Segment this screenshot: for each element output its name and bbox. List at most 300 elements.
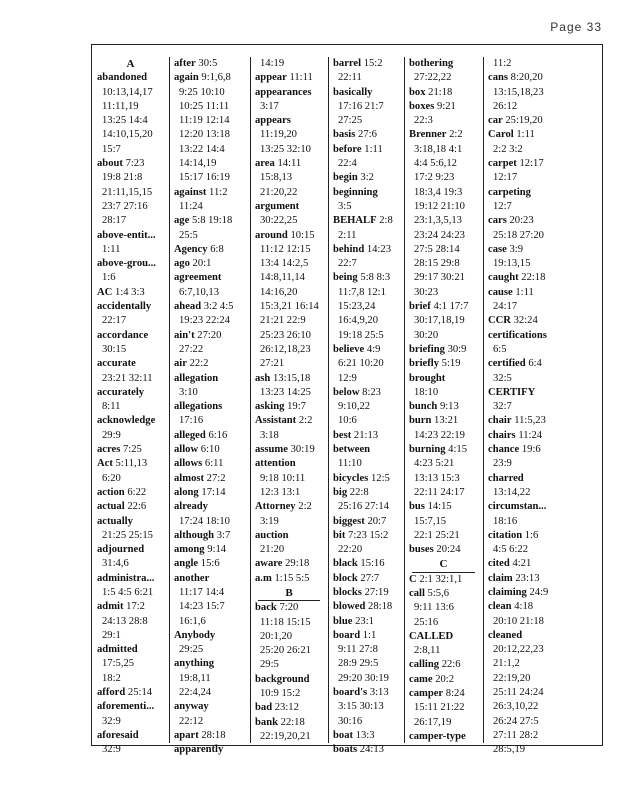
index-entry	[483, 586, 602, 600]
index-term: bus	[409, 501, 425, 513]
index-ref-line: 29:20 30:19	[338, 672, 389, 684]
index-entry	[250, 572, 328, 586]
index-ref-line: 17:16 21:7	[338, 100, 384, 112]
index-term: auction	[255, 529, 289, 541]
index-ref-line: 23:1,3,5,13	[414, 215, 462, 227]
index-ref-line: 26:12,18,23	[260, 343, 311, 355]
index-term: bit	[333, 529, 346, 541]
index-term: ain't	[174, 329, 195, 341]
index-ref-line: 1:6	[102, 272, 116, 284]
index-entry	[328, 271, 404, 285]
index-ref: 19:6	[521, 444, 541, 456]
index-ref-line: 32:9	[102, 715, 121, 727]
index-ref-line: 22:4	[338, 158, 357, 170]
index-term: acknowledge	[97, 415, 156, 427]
index-term: bank	[255, 716, 278, 728]
index-ref-line: 22:3	[414, 115, 433, 127]
index-term: basis	[333, 129, 356, 141]
index-ref-line: 26:17,19	[414, 716, 452, 728]
index-ref: 22:8	[349, 486, 369, 498]
index-ref-line: 9:11 13:6	[414, 602, 454, 614]
index-entry	[404, 343, 483, 357]
index-entry	[250, 673, 328, 687]
index-entry	[250, 229, 328, 243]
index-ref: 17:2	[126, 601, 145, 613]
index-term: Anybody	[174, 629, 216, 641]
index-term: before	[333, 143, 362, 155]
index-term: blocks	[333, 586, 362, 598]
index-ref-line: 26:3,10,22	[493, 701, 539, 713]
index-ref-line: 13:4 14:2,5	[260, 258, 309, 270]
index-ref-line: 11:11,19	[102, 100, 139, 112]
index-term: administra...	[97, 572, 155, 584]
index-ref: 1:1	[362, 629, 377, 641]
index-ref-line: 15:23,24	[338, 301, 376, 313]
index-entry	[483, 572, 602, 586]
index-ref-line: 16:1,6	[179, 615, 206, 627]
index-entry	[92, 300, 169, 314]
index-ref-line: 13:25 32:10	[260, 143, 311, 155]
index-term: actual	[97, 501, 125, 513]
index-ref: 6:16	[208, 429, 228, 441]
index-ref: 11:2	[209, 186, 228, 198]
index-entry	[92, 286, 169, 300]
index-entry	[169, 257, 250, 271]
index-entry	[328, 729, 404, 743]
index-term: claim	[488, 572, 513, 584]
index-ref: 6:8	[210, 243, 224, 255]
index-ref-line: 27:22	[179, 343, 204, 355]
index-entry	[92, 700, 169, 714]
index-ref-line: 22:4,24	[179, 687, 212, 699]
index-ref-line: 13:23 14:25	[260, 386, 311, 398]
index-ref-line: 11:12 12:15	[260, 243, 311, 255]
index-ref-line: 3:19	[260, 515, 279, 527]
index-ref-line: 14:23 22:19	[414, 429, 465, 441]
index-ref: 2:1 32:1,1	[419, 573, 463, 585]
index-ref-line: 30:22,25	[260, 215, 298, 227]
section-letter: B	[258, 586, 320, 601]
index-ref: 14:23	[366, 243, 392, 255]
index-ref-line: 2:8,11	[414, 645, 441, 657]
index-entry	[92, 357, 169, 371]
index-entry	[92, 729, 169, 743]
index-column-4	[328, 57, 405, 756]
index-ref-line: 29:25	[179, 644, 204, 656]
index-ref: 10:15	[290, 229, 315, 241]
index-term: apart	[174, 729, 199, 741]
index-ref-line: 32:7	[493, 401, 512, 413]
index-ref-line: 18:2	[102, 672, 121, 684]
index-ref: 2:8	[379, 215, 393, 227]
index-term: a.m	[255, 572, 272, 584]
index-ref: 8:23	[362, 386, 381, 398]
index-ref-line: 21:20	[260, 544, 285, 556]
index-term: admit	[97, 601, 124, 613]
index-ref: 20:23	[509, 215, 534, 227]
index-term: adjourned	[97, 544, 145, 556]
index-term: aforesaid	[97, 729, 139, 741]
index-entry	[328, 429, 404, 443]
index-ref: 25:14	[127, 687, 153, 699]
index-entry	[169, 457, 250, 471]
index-ref-line: 13:13 15:3	[414, 472, 460, 484]
index-ref-line: 6:7,10,13	[179, 286, 220, 298]
index-term: background	[255, 673, 310, 685]
index-ref: 21:13	[353, 429, 379, 441]
index-term: allow	[174, 444, 199, 456]
index-term: black	[333, 558, 358, 570]
index-ref: 6:4	[528, 358, 542, 370]
index-ref-line: 22:1 25:21	[414, 529, 460, 541]
index-entry	[250, 500, 328, 514]
index-ref: 1:11	[364, 143, 383, 155]
index-term: accidentally	[97, 301, 152, 313]
index-entry	[328, 343, 404, 357]
index-term: beginning	[333, 186, 378, 198]
index-entry	[328, 572, 404, 586]
index-term: assume	[255, 444, 288, 456]
index-ref-line: 24:17	[493, 301, 518, 313]
index-ref: 20:2	[435, 673, 455, 685]
index-entry	[169, 572, 250, 586]
index-entry	[92, 443, 169, 457]
index-term: citation	[488, 529, 523, 541]
index-ref-line: 18:16	[493, 515, 518, 527]
index-ref-line: 21:11,15,15	[102, 186, 153, 198]
index-ref: 22:6	[127, 501, 147, 513]
index-ref-line: 21:20,22	[260, 186, 298, 198]
index-ref-line: 4:5 6:22	[493, 544, 529, 556]
index-term: age	[174, 215, 190, 227]
index-ref-line: 25:11 24:24	[493, 687, 544, 699]
index-entry	[169, 186, 250, 200]
index-entry	[404, 573, 483, 587]
index-term: CALLED	[409, 630, 454, 642]
index-term: area	[255, 158, 275, 170]
index-entry	[169, 214, 250, 228]
index-ref: 24:13	[359, 744, 384, 756]
index-ref-line: 22:17	[102, 315, 127, 327]
index-ref-line: 11:24	[179, 200, 203, 212]
index-term: Carol	[488, 129, 514, 141]
index-term: cited	[488, 558, 510, 570]
index-ref-line: 22:11	[338, 72, 362, 84]
index-ref-line: 21:21 22:9	[260, 315, 306, 327]
index-ref-line: 28:5,19	[493, 744, 526, 756]
index-entry	[169, 71, 250, 85]
index-entry	[250, 86, 328, 100]
index-entry	[328, 57, 404, 71]
index-ref-line: 19:8,11	[179, 672, 211, 684]
index-entry	[328, 143, 404, 157]
index-term: chance	[488, 444, 520, 456]
index-term: ago	[174, 258, 190, 270]
index-entry	[169, 472, 250, 486]
index-term: bicycles	[333, 472, 369, 484]
index-ref: 21:18	[428, 86, 453, 98]
index-term: boxes	[409, 100, 435, 112]
index-entry	[328, 86, 404, 100]
index-entry	[404, 57, 483, 71]
index-term: bunch	[409, 401, 438, 413]
index-term: attention	[255, 458, 296, 470]
index-ref-line: 15:7	[102, 143, 121, 155]
index-term: boats	[333, 744, 358, 756]
index-term: ash	[255, 372, 271, 384]
index-ref: 3:2	[360, 172, 374, 184]
index-ref-line: 22:12	[179, 715, 204, 727]
index-ref: 13:15,18	[272, 372, 311, 384]
index-ref-line: 30:15	[102, 343, 127, 355]
index-entry	[92, 686, 169, 700]
index-term: blue	[333, 615, 353, 627]
index-ref-line: 30:23	[414, 286, 439, 298]
index-ref: 22:18	[280, 716, 305, 728]
index-ref: 27:19	[364, 586, 389, 598]
index-ref: 19:7	[287, 401, 306, 413]
index-ref-line: 18:3,4 19:3	[414, 186, 463, 198]
index-ref-line: 12:20 13:18	[179, 129, 230, 141]
index-term: already	[174, 501, 208, 513]
index-entry	[483, 557, 602, 571]
index-term: argument	[255, 200, 300, 212]
index-entry	[328, 629, 404, 643]
index-entry	[404, 587, 483, 601]
index-term: above-entit...	[97, 229, 156, 241]
index-ref-line: 3:18,18 4:1	[414, 143, 463, 155]
index-ref-line: 27:5 28:14	[414, 243, 460, 255]
index-ref-line: 16:4,9,20	[338, 315, 379, 327]
index-entry	[328, 171, 404, 185]
index-entry	[404, 630, 483, 644]
index-term: circumstan...	[488, 501, 547, 513]
index-ref: 15:2	[363, 58, 383, 69]
index-ref-line: 23:7 27:16	[102, 200, 148, 212]
index-term: CCR	[488, 315, 511, 327]
index-entry	[169, 243, 250, 257]
index-entry	[250, 443, 328, 457]
index-term: after	[174, 58, 196, 69]
index-entry	[250, 557, 328, 571]
index-entry	[250, 601, 328, 615]
index-ref-line: 12:3 13:1	[260, 486, 301, 498]
index-ref: 13:21	[434, 415, 459, 427]
index-entry	[404, 128, 483, 142]
index-term: board	[333, 629, 361, 641]
index-ref-line: 24:13 28:8	[102, 615, 148, 627]
index-term: back	[255, 602, 277, 614]
index-ref-line: 2:11	[338, 229, 357, 241]
index-term: brought	[409, 372, 446, 384]
index-term: biggest	[333, 515, 365, 527]
index-entry	[92, 600, 169, 614]
index-entry	[250, 200, 328, 214]
index-ref-line: 11:19 12:14	[179, 115, 230, 127]
index-ref: 4:21	[512, 558, 532, 570]
index-entry	[250, 716, 328, 730]
index-entry	[169, 357, 250, 371]
index-ref-line: 23:21 32:11	[102, 372, 153, 384]
index-ref-line: 22:19,20,21	[260, 730, 311, 742]
index-term: board's	[333, 687, 368, 699]
index-term: agreement	[174, 272, 222, 284]
index-entry	[483, 443, 602, 457]
index-term: allegation	[174, 372, 219, 384]
index-term: aforementi...	[97, 701, 155, 713]
index-term: about	[97, 158, 123, 170]
index-entry	[169, 443, 250, 457]
index-ref-line: 18:10	[414, 386, 439, 398]
index-ref-line: 11:2	[493, 58, 512, 69]
index-term: chairs	[488, 429, 516, 441]
index-ref-line: 30:20	[414, 329, 439, 341]
index-entry	[328, 443, 404, 457]
index-entry	[404, 414, 483, 428]
index-ref: 23:13	[515, 572, 540, 584]
index-entry	[328, 686, 404, 700]
index-ref: 27:20	[197, 329, 222, 341]
index-ref-line: 20:10 21:18	[493, 615, 544, 627]
index-ref-line: 12:17	[493, 172, 518, 184]
index-ref: 6:22	[127, 486, 147, 498]
index-ref-line: 3:15 30:13	[338, 701, 384, 713]
index-ref-line: 23:24 24:23	[414, 229, 465, 241]
index-ref-line: 25:18 27:20	[493, 229, 544, 241]
index-entry	[169, 271, 250, 285]
index-ref: 22:6	[441, 659, 461, 671]
index-ref: 5:8 8:3	[360, 272, 391, 284]
index-entry	[483, 271, 602, 285]
index-entry	[169, 657, 250, 671]
index-entry	[92, 229, 169, 243]
index-ref-line: 14:14,19	[179, 158, 217, 170]
index-term: basically	[333, 86, 373, 98]
index-term: cars	[488, 215, 507, 227]
index-term: against	[174, 186, 207, 198]
index-term: begin	[333, 172, 358, 184]
index-term: action	[97, 486, 125, 498]
index-entry	[169, 372, 250, 386]
index-ref-line: 2:2 3:2	[493, 143, 523, 155]
index-ref-line: 29:9	[102, 429, 121, 441]
index-entry	[483, 629, 602, 643]
index-ref: 5:5,6	[427, 587, 450, 599]
index-ref-line: 23:9	[493, 458, 512, 470]
index-entry	[169, 486, 250, 500]
index-ref-line: 17:5,25	[102, 658, 135, 670]
index-term: afford	[97, 687, 126, 699]
index-term: above-grou...	[97, 258, 156, 270]
index-entry	[250, 157, 328, 171]
index-term: case	[488, 243, 507, 255]
index-term: carpet	[488, 158, 517, 170]
index-ref: 25:19,20	[505, 115, 543, 127]
index-ref-line: 20:1,20	[260, 630, 293, 642]
index-ref-line: 27:22,22	[414, 72, 452, 84]
index-entry	[92, 257, 169, 271]
index-ref-line: 6:20	[102, 472, 121, 484]
index-term: camper	[409, 688, 444, 700]
index-entry	[328, 743, 404, 757]
index-term: BEHALF	[333, 215, 377, 227]
index-ref: 24:9	[529, 586, 549, 598]
index-entry	[328, 529, 404, 543]
index-entry	[92, 515, 169, 529]
index-entry	[483, 214, 602, 228]
index-ref-line: 3:10	[179, 386, 198, 398]
index-entry	[250, 71, 328, 85]
index-ref: 12:5	[370, 472, 390, 484]
index-entry	[250, 414, 328, 428]
index-ref: 4:15	[448, 444, 468, 456]
index-ref: 30:5	[198, 58, 218, 69]
index-entry	[328, 472, 404, 486]
index-entry	[404, 86, 483, 100]
index-entry	[328, 128, 404, 142]
index-ref-line: 28:9 29:5	[338, 658, 379, 670]
index-ref: 9:1,6,8	[201, 72, 231, 84]
index-ref: 9:14	[207, 544, 227, 556]
index-ref: 20:24	[436, 544, 461, 556]
index-ref: 6:11	[204, 458, 224, 470]
index-term: acres	[97, 444, 121, 456]
index-term: car	[488, 115, 503, 127]
index-ref-line: 28:15 29:8	[414, 258, 460, 270]
index-term: almost	[174, 472, 205, 484]
index-ref: 4:9	[366, 343, 381, 355]
index-entry	[92, 457, 169, 471]
index-ref: 3:9	[509, 243, 524, 255]
page-number: Page 33	[550, 20, 602, 34]
index-ref: 8:24	[445, 688, 465, 700]
index-ref-line: 19:12 21:10	[414, 200, 465, 212]
index-term: clean	[488, 601, 512, 613]
index-entry	[328, 214, 404, 228]
index-term: admitted	[97, 644, 138, 656]
index-ref-line: 25:23 26:10	[260, 329, 311, 341]
index-ref: 2:2	[298, 501, 312, 513]
index-term: camper-type	[409, 730, 466, 742]
index-ref: 17:14	[201, 486, 226, 498]
index-entry	[483, 529, 602, 543]
index-entry	[328, 557, 404, 571]
index-ref-line: 19:8 21:8	[102, 172, 143, 184]
index-ref: 23:1	[355, 615, 374, 627]
index-entry	[169, 743, 250, 757]
index-entry	[250, 372, 328, 386]
index-ref: 22:18	[521, 272, 546, 284]
index-ref-line: 32:5	[493, 372, 512, 384]
index-entry	[92, 500, 169, 514]
index-ref: 6:10	[200, 444, 220, 456]
index-term: claiming	[488, 586, 527, 598]
index-entry	[169, 329, 250, 343]
index-entry	[483, 157, 602, 171]
index-entry	[404, 500, 483, 514]
index-entry	[328, 186, 404, 200]
index-ref: 11:5,23	[514, 415, 546, 427]
index-ref-line: 10:13,14,17	[102, 86, 153, 98]
index-ref: 28:18	[368, 601, 393, 613]
index-ref-line: 15:17 16:19	[179, 172, 230, 184]
index-table	[91, 44, 603, 756]
index-ref-line: 25:16	[414, 616, 439, 628]
index-term: again	[174, 72, 199, 84]
index-term: chair	[488, 415, 512, 427]
index-entry	[483, 286, 602, 300]
index-entry	[404, 543, 483, 557]
